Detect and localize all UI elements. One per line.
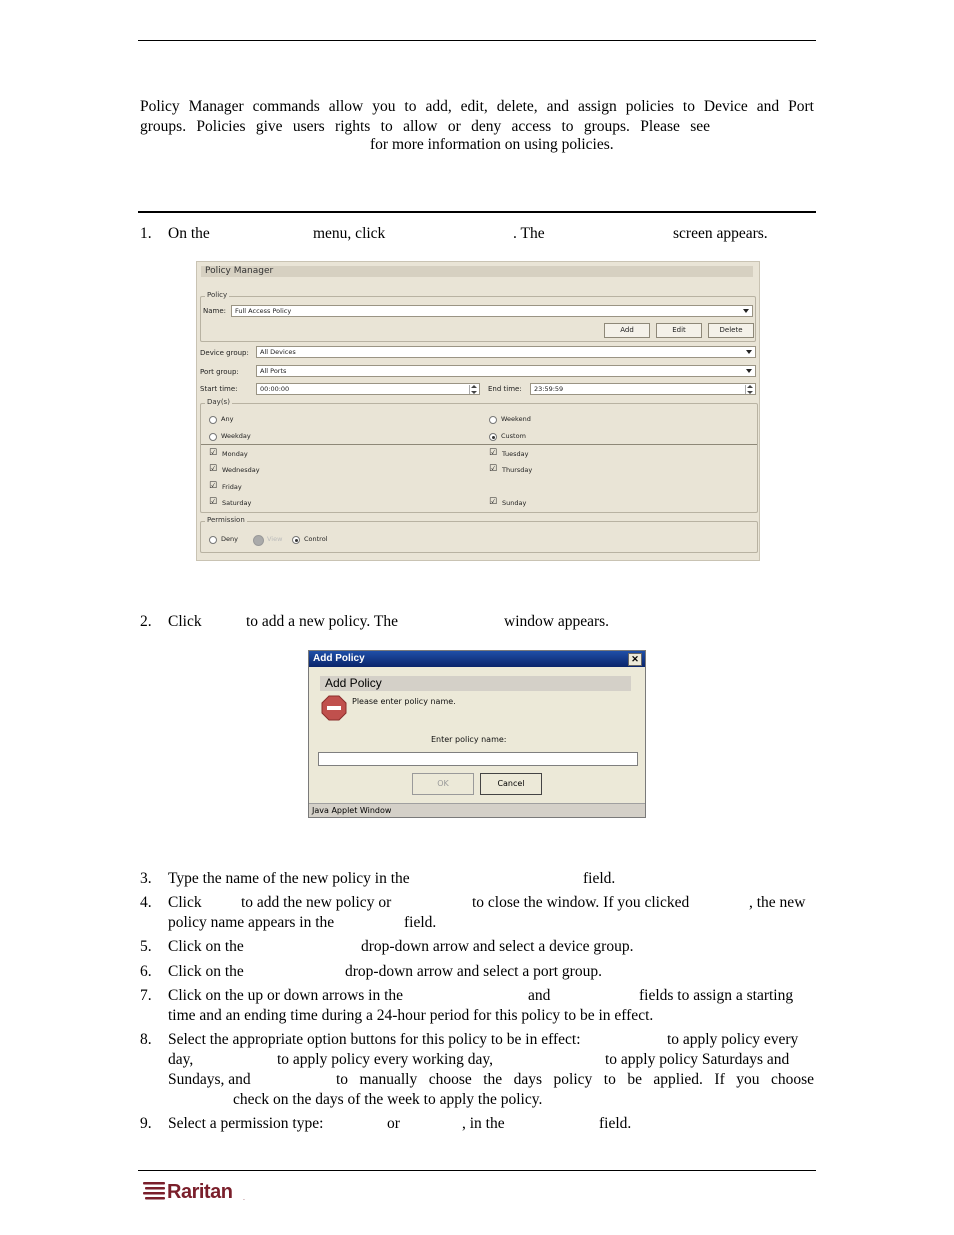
- step-text: Sundays, and: [168, 1071, 251, 1088]
- step-number: 5.: [140, 938, 152, 955]
- saturday-label: Saturday: [222, 499, 252, 507]
- chevron-down-icon: [746, 369, 752, 373]
- step-text: fields to assign a starting: [639, 987, 794, 1004]
- step-text: , the new: [749, 894, 806, 911]
- step-text: Click on the: [168, 938, 244, 955]
- window-title: Add Policy: [313, 653, 365, 664]
- step-1: [140, 224, 816, 244]
- deny-radio[interactable]: [209, 536, 217, 544]
- device-group-label: Device group:: [200, 349, 249, 357]
- section-rule: [138, 211, 816, 213]
- intro-line-2-text: groups. Policies give users rights to allow or deny access to groups. Please see: [140, 118, 710, 135]
- step-text: , in the: [462, 1115, 505, 1132]
- step-text: check on the days of the week to apply the policy.: [233, 1091, 543, 1108]
- days-fieldset: [200, 398, 758, 513]
- device-group-value: All Devices: [260, 348, 296, 356]
- end-time-value: 23:59:59: [534, 385, 564, 393]
- view-label: View: [267, 535, 283, 543]
- step-text: Select the appropriate option buttons for this policy to be in effect:: [168, 1031, 581, 1048]
- step-7: [140, 986, 816, 1026]
- step-text: to manually choose the days policy to be applied. If you choose: [336, 1071, 814, 1088]
- ok-button[interactable]: OK: [412, 773, 474, 795]
- thursday-label: Thursday: [502, 466, 533, 474]
- panel-title: Policy Manager: [201, 266, 753, 277]
- end-time-spinner[interactable]: [530, 383, 756, 395]
- deny-label: Deny: [221, 535, 238, 543]
- port-group-value: All Ports: [260, 367, 287, 375]
- step-number: 1.: [140, 225, 152, 242]
- stop-sign-icon: [321, 695, 347, 721]
- step-8: [140, 1030, 816, 1110]
- step-text: to close the window. If you clicked: [472, 894, 690, 911]
- sunday-checkbox[interactable]: ☑: [489, 497, 498, 507]
- friday-label: Friday: [222, 483, 242, 491]
- raritan-logo: [143, 1178, 251, 1202]
- sunday-label: Sunday: [502, 499, 527, 507]
- view-radio[interactable]: [253, 535, 264, 546]
- weekday-radio[interactable]: [209, 433, 217, 441]
- wednesday-label: Wednesday: [222, 466, 260, 474]
- any-radio[interactable]: [209, 416, 217, 424]
- step-text: drop-down arrow and select a device group.: [361, 938, 634, 955]
- permission-fieldset: [200, 516, 758, 553]
- step-text: menu, click: [313, 225, 386, 242]
- step-text: Click: [168, 613, 202, 630]
- step-text: day,: [168, 1051, 194, 1068]
- port-group-select[interactable]: [256, 365, 756, 377]
- tuesday-checkbox[interactable]: ☑: [489, 448, 498, 458]
- policy-fieldset: [200, 291, 756, 342]
- step-text: Select a permission type:: [168, 1115, 324, 1132]
- start-time-value: 00:00:00: [260, 385, 290, 393]
- step-number: 6.: [140, 963, 152, 980]
- thursday-checkbox[interactable]: ☑: [489, 464, 498, 474]
- intro-line-1: Policy Manager commands allow you to add, edit, delete, and assign policies to Device and Port: [140, 98, 814, 115]
- step-text: field.: [583, 870, 616, 887]
- intro-line-3-text: for more information on using policies.: [370, 136, 614, 153]
- step-text: to apply policy Saturdays and: [605, 1051, 790, 1068]
- weekend-radio[interactable]: [489, 416, 497, 424]
- spinner-arrows-icon[interactable]: [745, 385, 754, 394]
- monday-checkbox[interactable]: ☑: [209, 448, 218, 458]
- name-label: Name:: [203, 307, 227, 315]
- applet-footer: Java Applet Window: [309, 803, 645, 817]
- cancel-button[interactable]: Cancel: [480, 773, 542, 795]
- policy-name-prompt: Enter policy name:: [431, 735, 507, 744]
- custom-radio[interactable]: [489, 433, 497, 441]
- step-2: [140, 612, 816, 632]
- days-divider: [201, 444, 757, 445]
- policy-name-value: Full Access Policy: [235, 307, 292, 315]
- chevron-down-icon: [746, 350, 752, 354]
- control-radio[interactable]: [292, 536, 300, 544]
- step-number: 8.: [140, 1031, 152, 1048]
- dialog-header: Add Policy: [320, 676, 631, 691]
- policy-manager-panel: [196, 261, 760, 561]
- weekday-label: Weekday: [221, 432, 251, 440]
- chevron-down-icon: [743, 309, 749, 313]
- step-text: to apply policy every working day,: [277, 1051, 493, 1068]
- control-label: Control: [304, 535, 328, 543]
- step-text: . The: [513, 225, 545, 242]
- step-text: window appears.: [504, 613, 610, 630]
- add-button[interactable]: Add: [604, 323, 650, 338]
- footer-rule: [138, 1170, 816, 1171]
- monday-label: Monday: [222, 450, 248, 458]
- any-label: Any: [221, 415, 234, 423]
- add-policy-window: [308, 650, 646, 818]
- step-6: [140, 962, 816, 982]
- step-number: 9.: [140, 1115, 152, 1132]
- step-number: 2.: [140, 613, 152, 630]
- edit-button[interactable]: Edit: [656, 323, 702, 338]
- step-text: Click: [168, 894, 202, 911]
- delete-button[interactable]: Delete: [708, 323, 754, 338]
- step-number: 3.: [140, 870, 152, 887]
- step-text: policy name appears in the: [168, 914, 335, 931]
- step-4: [140, 893, 816, 933]
- step-text: screen appears.: [673, 225, 768, 242]
- window-titlebar: [309, 651, 645, 667]
- header-rule: [138, 40, 816, 41]
- step-9: [140, 1114, 816, 1134]
- step-text: to apply policy every: [667, 1031, 799, 1048]
- spinner-arrows-icon[interactable]: [469, 385, 478, 394]
- step-text: Click on the: [168, 963, 244, 980]
- intro-line-2: [140, 117, 814, 137]
- start-time-spinner[interactable]: [256, 383, 480, 395]
- svg-text:.: .: [243, 1195, 245, 1202]
- close-icon[interactable]: ✕: [628, 653, 642, 666]
- step-text: time and an ending time during a 24-hour period for this policy to be in effect.: [168, 1007, 654, 1024]
- svg-text:Raritan: Raritan: [167, 1181, 233, 1202]
- step-text: drop-down arrow and select a port group.: [345, 963, 602, 980]
- step-text: Click on the up or down arrows in the: [168, 987, 404, 1004]
- step-text: to add a new policy. The: [246, 613, 398, 630]
- step-text: On the: [168, 225, 210, 242]
- step-3: [140, 869, 816, 889]
- step-text: Type the name of the new policy in the: [168, 870, 410, 887]
- step-text: field.: [599, 1115, 632, 1132]
- policy-name-select[interactable]: [231, 305, 753, 317]
- tuesday-label: Tuesday: [502, 450, 529, 458]
- end-time-label: End time:: [488, 385, 522, 393]
- port-group-label: Port group:: [200, 368, 239, 376]
- step-text: field.: [404, 914, 437, 931]
- policy-name-input[interactable]: [318, 752, 638, 766]
- custom-label: Custom: [501, 432, 526, 440]
- step-number: 4.: [140, 894, 152, 911]
- start-time-label: Start time:: [200, 385, 238, 393]
- step-text: to add the new policy or: [241, 894, 392, 911]
- step-text: or: [387, 1115, 400, 1132]
- policy-legend: Policy: [207, 291, 228, 299]
- weekend-label: Weekend: [501, 415, 531, 423]
- saturday-checkbox[interactable]: ☑: [209, 497, 218, 507]
- permission-legend: Permission: [207, 516, 245, 524]
- wednesday-checkbox[interactable]: ☑: [209, 464, 218, 474]
- step-5: [140, 937, 816, 957]
- dialog-message: Please enter policy name.: [352, 697, 456, 706]
- device-group-select[interactable]: [256, 346, 756, 358]
- days-legend: Day(s): [207, 398, 230, 406]
- step-text: and: [528, 987, 551, 1004]
- intro-line-3: [140, 137, 814, 157]
- intro-paragraph: [140, 97, 814, 157]
- step-number: 7.: [140, 987, 152, 1004]
- friday-checkbox[interactable]: ☑: [209, 481, 218, 491]
